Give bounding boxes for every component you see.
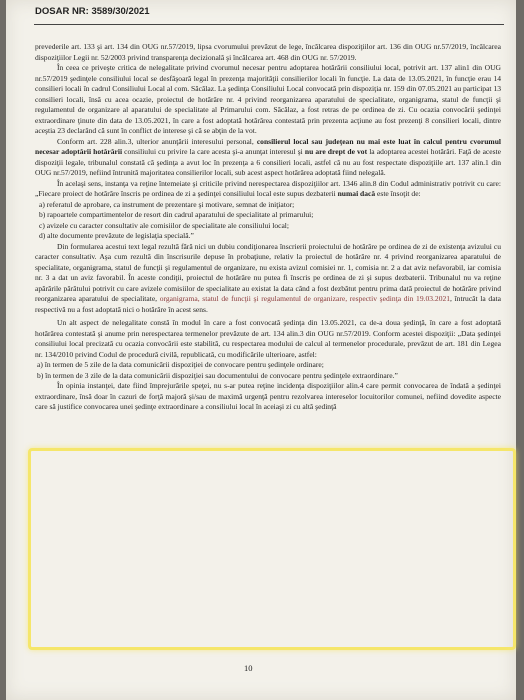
list-item: d) alte documente prevăzute de legislaţia specială.” (39, 231, 194, 240)
case-number-header: DOSAR NR: 3589/30/2021 (35, 6, 150, 17)
highlight-annotation (28, 448, 516, 650)
paragraph: Un alt aspect de nelegalitate constă în modul în care a fost convocată şedinţa din 13.05.2021, ca de-a doua şedinţă, în care a fost adoptată hotărârea contestată şi anume prin nerespectarea termenelor prevăzute de art. 134 alin.3 din OUG nr.57/2019. Conform acestei dispoziţii: „Data şedinţei consiliului local precizată cu ocazia convocării este stabilită, cu respectarea modului de calcul al termenelor procedurale, prevăzut de art. 181 din Legea nr. 134/2010 privind Codul de procedură civilă, republicată, cu modificările ulterioare, astfel: (35, 318, 501, 359)
list-item: c) avizele cu caracter consultativ ale comisiilor de specialitate ale consiliului local; (39, 220, 289, 230)
paragraph-text: la adoptarea acestei hotărâri. Faţă de aceste dispoziţii legale, tribunalul constată că şedinţa a avut loc în prezenţa a 6 consilieri locali, astfel că nu au fost respectate dispoziţiile art. 137 alin.1 din OUG nr.57/2019, nefiind întrunită majoritatea consilierilor locali, sub acest aspect hotărârea adoptată fiind nelegală. (35, 147, 502, 177)
paragraph (35, 179, 501, 200)
list-item: a) în termen de 5 zile de la data comunicării dispoziţiei de convocare pentru şedinţele ordinare; (37, 360, 324, 369)
list-item: b) în termen de 3 zile de la data comunicării dispoziţiei sau documentului de convocare pentru şedinţele extraordinare.” (37, 370, 398, 380)
list-item: a) referatul de aprobare, ca instrument de prezentare şi motivare, semnat de iniţiator; (39, 199, 295, 209)
paragraph: prevederile art. 133 şi art. 134 din OUG nr.57/2019, lipsa cvorumului prevăzut de lege, încălcarea dispoziţiilor art. 136 din OUG nr.57/2019, încălcarea dispoziţiilor Legii nr. 52/2003 privind transparenţa decizională şi încălcarea art. 468 din OUG nr. 57/2019. (35, 42, 501, 62)
emphasis-text: numai dacă (337, 189, 376, 198)
paragraph-text: este însoţit de: (375, 189, 421, 198)
header-divider (34, 24, 504, 25)
emphasis-text: nu are drept de vot (304, 147, 368, 156)
paragraph: În opinia instanţei, date fiind împrejurările speţei, nu s-ar putea reţine incidenţa dispoziţiilor alin.4 care permit convocarea de îndată a şedinţei extraordinare, însă doar în cazuri de forţă majoră şi/sau de maximă urgenţă pentru rezolvarea intereselor locuitorilor comunei, nefiind dovedite aspecte care să justifice convocarea unei şedinţe extraordinare a consiliului local în aceiaşi zi cu altă şedinţă (35, 381, 501, 411)
paragraph (35, 242, 501, 316)
paragraph: În ceea ce priveşte critica de nelegalitate privind cvorumul necesar pentru adoptarea hotărârii consiliului local, potrivit art. 137 alin1 din OUG nr.57/2019 şedinţele consiliului local se desfăşoară legal în prezenţa majorităţii consilierilor locali în funcţie. La data de 13.05.2021, în funcţie erau 14 consilieri locali în cadrul Consiliului Local al com. Săcălaz. La şedinţa Consiliului Local convocată prin dispoziţia nr. 159 din 07.05.2021 au participat 13 consilieri locali, însă cu acea ocazie, proiectul de hotărâre nr. 4 privind reorganizarea aparatului de specialitate, organigrama, statul de funcţii şi regulamentul de organizare al aparatului de specialitate al Primarului com. Săcălaz, a fost retras de pe ordinea de zi. Cu ocazia convocării şedinţei extraordinare ţinute din data de 13.05.2021, în care a fost adoptată hotărârea contestată prin prezenta acţiune au fost prezenţi 8 consilieri locali, dintre aceştia 23 declarând că sunt în conflict de interese şi că se abţin de la vot. (35, 63, 501, 135)
struck-text: organigrama, statul de funcţii şi regulamentul de organizare, respectiv şedinţa din 19.03.2021 (159, 294, 451, 303)
document-body (35, 42, 501, 413)
emphasis-text: consilierul local sau judeţean nu mai este luat în calcul pentru cvorumul necesar adoptării hotărârii (35, 136, 501, 156)
page-number: 10 (244, 663, 253, 673)
paragraph-text: , întrucât la data respectivă nu a fost adoptată nici o hotărâre în acest sens. (35, 294, 501, 314)
paragraph-text: Conform art. 228 alin.3, ulterior anunţării interesului personal, (57, 136, 257, 146)
list-item: b) rapoartele compartimentelor de resort din cadrul aparatului de specialitate al primarului; (39, 210, 314, 219)
document-page (6, 0, 516, 700)
paragraph-text: În acelaşi sens, instanţa va reţine întemeiate şi criticile privind nerespectarea dispoziţiilor art. 1346 alin.8 din Codul administrativ potrivit cu care: „Fiecare proiect de hotărâre înscris pe ordinea de zi a şedinţei consiliului local este supus dezbaterii (35, 178, 501, 198)
paragraph (35, 137, 501, 179)
paragraph-text: consiliului cu privire la care acesta şi-a anunţat interesul şi (122, 147, 305, 156)
paragraph-text: Din formularea acestui text legal rezultă fără nici un dubiu condiţionarea înscrierii proiectului de hotărâre pe ordinea de zi de existenţa avizului cu caracter consultativ. Aşa cum rezultă din înscrisurile depuse în probaţiune, relativ la proiectul de hotărâre nr. 4 privind reorganizarea aparatului de specialitate, organigrama, statul de funcţii şi regulamentul de organizare, nu exista avizul comisiei nr. 1, comisia nr. 2 a dat aviz nefavorabil, iar comisia nr. 3 a dat un aviz favorabil. În aceste condiţii, proiectul de hotărâre nu putea fi înscris pe ordinea de zi şi supus dezbaterii. Tribunalul nu va reţine apărările pârâtului potrivit cu care avizele comisiilor de specialitate au existat la data când a fost dezbătut pentru prima dată proiectul de hotărâre privind reorganizarea aparatului de specialitate, (35, 241, 501, 303)
